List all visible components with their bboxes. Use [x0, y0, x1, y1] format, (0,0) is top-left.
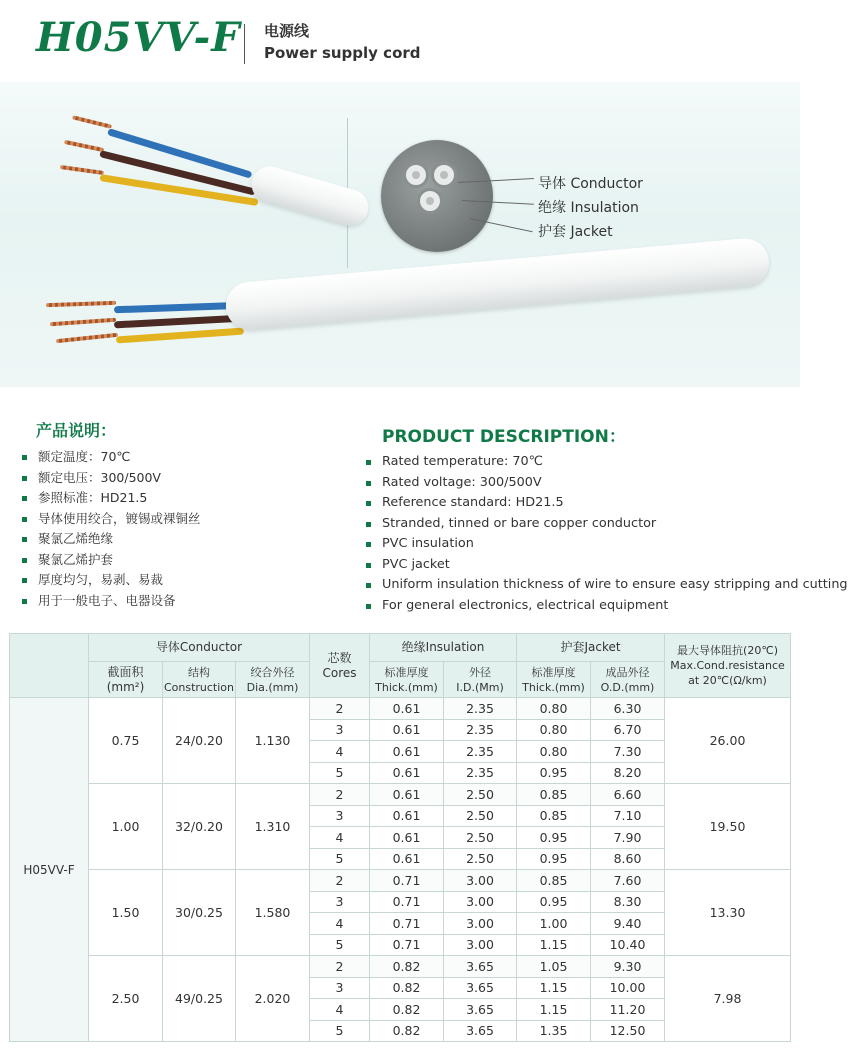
od-cell: 7.90	[591, 827, 665, 849]
header-ins-id: 外径 I.D.(Mm)	[444, 662, 517, 698]
ins-thick-cell: 0.61	[370, 848, 444, 870]
ins-id-cell: 3.65	[444, 999, 517, 1021]
od-cell: 11.20	[591, 999, 665, 1021]
od-cell: 8.60	[591, 848, 665, 870]
header-cores: 芯数 Cores	[310, 634, 370, 698]
conductor-core	[431, 162, 457, 188]
jac-thick-cell: 0.95	[517, 848, 591, 870]
ins-thick-cell: 0.71	[370, 913, 444, 935]
product-title: H05VV-F	[36, 14, 241, 61]
yellow-green-wire	[116, 328, 244, 344]
od-cell: 9.30	[591, 956, 665, 978]
ins-id-cell: 3.65	[444, 956, 517, 978]
list-item: PVC insulation	[362, 534, 848, 555]
blue-wire	[114, 302, 244, 314]
od-cell: 6.60	[591, 784, 665, 806]
construction-cell: 30/0.25	[163, 870, 236, 956]
description-heading-en: PRODUCT DESCRIPTION：	[382, 427, 626, 447]
jac-thick-cell: 0.85	[517, 784, 591, 806]
cross-section-diagram	[381, 140, 493, 252]
jac-thick-cell: 0.85	[517, 805, 591, 827]
ins-id-cell: 2.50	[444, 827, 517, 849]
header-jac-thick: 标准厚度 Thick.(mm)	[517, 662, 591, 698]
copper-strand	[56, 333, 118, 343]
jac-thick-cell: 0.80	[517, 719, 591, 741]
cores-cell: 3	[310, 891, 370, 913]
header-insulation: 绝缘Insulation	[370, 634, 517, 662]
list-item: 额定电压：300/500V	[18, 468, 201, 489]
subtitle-en: Power supply cord	[264, 44, 421, 62]
ins-thick-cell: 0.82	[370, 1020, 444, 1042]
ins-thick-cell: 0.61	[370, 719, 444, 741]
list-item: Reference standard: HD21.5	[362, 493, 848, 514]
header-dia: 绞合外径 Dia.(mm)	[236, 662, 310, 698]
area-cell: 2.50	[89, 956, 163, 1042]
jac-thick-cell: 0.95	[517, 891, 591, 913]
cores-cell: 3	[310, 977, 370, 999]
ins-id-cell: 2.50	[444, 784, 517, 806]
construction-cell: 32/0.20	[163, 784, 236, 870]
table-row	[10, 870, 791, 892]
od-cell: 12.50	[591, 1020, 665, 1042]
area-cell: 1.00	[89, 784, 163, 870]
header-area: 截面积 (mm²)	[89, 662, 163, 698]
od-cell: 10.00	[591, 977, 665, 999]
copper-strand	[50, 318, 116, 327]
cores-cell: 5	[310, 848, 370, 870]
conductor-core	[403, 162, 429, 188]
copper-strand	[64, 140, 104, 152]
dia-cell: 1.580	[236, 870, 310, 956]
ins-thick-cell: 0.61	[370, 805, 444, 827]
copper-strand	[72, 115, 112, 129]
resistance-cell: 13.30	[665, 870, 791, 956]
list-item: 厚度均匀，易剥、易裁	[18, 570, 201, 591]
ins-id-cell: 2.50	[444, 805, 517, 827]
od-cell: 9.40	[591, 913, 665, 935]
cores-cell: 2	[310, 870, 370, 892]
header-conductor: 导体Conductor	[89, 634, 310, 662]
construction-cell: 24/0.20	[163, 698, 236, 784]
model-cell: H05VV-F	[10, 698, 89, 1042]
ins-id-cell: 3.00	[444, 891, 517, 913]
copper-strand	[46, 301, 116, 307]
jac-thick-cell: 0.95	[517, 762, 591, 784]
ins-thick-cell: 0.71	[370, 870, 444, 892]
ins-id-cell: 2.35	[444, 719, 517, 741]
cores-cell: 5	[310, 762, 370, 784]
description-heading-cn: 产品说明：	[36, 421, 117, 440]
od-cell: 6.70	[591, 719, 665, 741]
cores-cell: 4	[310, 741, 370, 763]
ins-id-cell: 3.65	[444, 977, 517, 999]
list-item: 额定温度：70℃	[18, 447, 201, 468]
cores-cell: 3	[310, 805, 370, 827]
od-cell: 6.30	[591, 698, 665, 720]
cores-cell: 2	[310, 784, 370, 806]
od-cell: 10.40	[591, 934, 665, 956]
ins-thick-cell: 0.71	[370, 891, 444, 913]
subtitle-cn: 电源线	[264, 22, 310, 40]
label-insulation: 绝缘 Insulation	[538, 200, 639, 216]
header-jacket: 护套Jacket	[517, 634, 665, 662]
cores-cell: 4	[310, 999, 370, 1021]
table-row	[10, 956, 791, 978]
ins-thick-cell: 0.82	[370, 956, 444, 978]
resistance-cell: 26.00	[665, 698, 791, 784]
ins-id-cell: 3.00	[444, 934, 517, 956]
jac-thick-cell: 1.05	[517, 956, 591, 978]
od-cell: 8.20	[591, 762, 665, 784]
list-item: 聚氯乙烯绝缘	[18, 529, 201, 550]
ins-id-cell: 3.00	[444, 913, 517, 935]
area-cell: 1.50	[89, 870, 163, 956]
od-cell: 7.60	[591, 870, 665, 892]
cores-cell: 4	[310, 827, 370, 849]
description-list-en	[362, 452, 848, 616]
jac-thick-cell: 1.35	[517, 1020, 591, 1042]
brown-wire	[114, 315, 244, 329]
cable-jacket	[224, 237, 771, 332]
header-construction: 结构 Construction	[163, 662, 236, 698]
ins-id-cell: 2.35	[444, 698, 517, 720]
copper-strand	[60, 165, 104, 175]
list-item: 导体使用绞合，镀锡或裸铜丝	[18, 509, 201, 530]
jac-thick-cell: 0.80	[517, 741, 591, 763]
ins-thick-cell: 0.61	[370, 698, 444, 720]
resistance-cell: 7.98	[665, 956, 791, 1042]
header-resistance: 最大导体阻抗(20℃) Max.Cond.resistance at 20℃(Ω/km)	[665, 634, 791, 698]
ins-thick-cell: 0.71	[370, 934, 444, 956]
description-list-cn	[18, 447, 201, 611]
ins-thick-cell: 0.61	[370, 784, 444, 806]
cores-cell: 3	[310, 719, 370, 741]
cores-cell: 2	[310, 698, 370, 720]
conductor-core	[417, 188, 443, 214]
dia-cell: 1.130	[236, 698, 310, 784]
od-cell: 7.30	[591, 741, 665, 763]
ins-id-cell: 2.50	[444, 848, 517, 870]
cable-jacket	[247, 162, 372, 230]
list-item: 用于一般电子、电器设备	[18, 591, 201, 612]
list-item: PVC jacket	[362, 555, 848, 576]
jac-thick-cell: 0.85	[517, 870, 591, 892]
jac-thick-cell: 0.80	[517, 698, 591, 720]
spec-table	[9, 633, 791, 1042]
dia-cell: 2.020	[236, 956, 310, 1042]
od-cell: 7.10	[591, 805, 665, 827]
ins-thick-cell: 0.61	[370, 741, 444, 763]
product-illustration	[0, 82, 800, 387]
jac-thick-cell: 0.95	[517, 827, 591, 849]
header-ins-thick: 标准厚度 Thick.(mm)	[370, 662, 444, 698]
construction-cell: 49/0.25	[163, 956, 236, 1042]
ins-thick-cell: 0.82	[370, 977, 444, 999]
jac-thick-cell: 1.00	[517, 913, 591, 935]
ins-thick-cell: 0.61	[370, 827, 444, 849]
list-item: 聚氯乙烯护套	[18, 550, 201, 571]
ins-thick-cell: 0.82	[370, 999, 444, 1021]
ins-id-cell: 3.65	[444, 1020, 517, 1042]
list-item: Rated temperature: 70℃	[362, 452, 848, 473]
label-conductor: 导体 Conductor	[538, 176, 643, 192]
cores-cell: 2	[310, 956, 370, 978]
cores-cell: 5	[310, 934, 370, 956]
ins-id-cell: 3.00	[444, 870, 517, 892]
resistance-cell: 19.50	[665, 784, 791, 870]
list-item: Stranded, tinned or bare copper conductor	[362, 514, 848, 535]
ins-thick-cell: 0.61	[370, 762, 444, 784]
ins-id-cell: 2.35	[444, 741, 517, 763]
cores-cell: 5	[310, 1020, 370, 1042]
title-divider	[244, 24, 245, 64]
cable-bottom	[0, 262, 800, 372]
area-cell: 0.75	[89, 698, 163, 784]
table-row	[10, 698, 791, 720]
jac-thick-cell: 1.15	[517, 999, 591, 1021]
ins-id-cell: 2.35	[444, 762, 517, 784]
header-jac-od: 成品外径 O.D.(mm)	[591, 662, 665, 698]
list-item: Rated voltage: 300/500V	[362, 473, 848, 494]
list-item: 参照标准：HD21.5	[18, 488, 201, 509]
cores-cell: 4	[310, 913, 370, 935]
od-cell: 8.30	[591, 891, 665, 913]
list-item: Uniform insulation thickness of wire to ensure easy stripping and cutting	[362, 575, 848, 596]
dia-cell: 1.310	[236, 784, 310, 870]
jac-thick-cell: 1.15	[517, 934, 591, 956]
header-model	[10, 634, 89, 698]
list-item: For general electronics, electrical equipment	[362, 596, 848, 617]
cable-top	[0, 82, 360, 232]
table-row	[10, 784, 791, 806]
label-jacket: 护套 Jacket	[538, 224, 613, 240]
jac-thick-cell: 1.15	[517, 977, 591, 999]
